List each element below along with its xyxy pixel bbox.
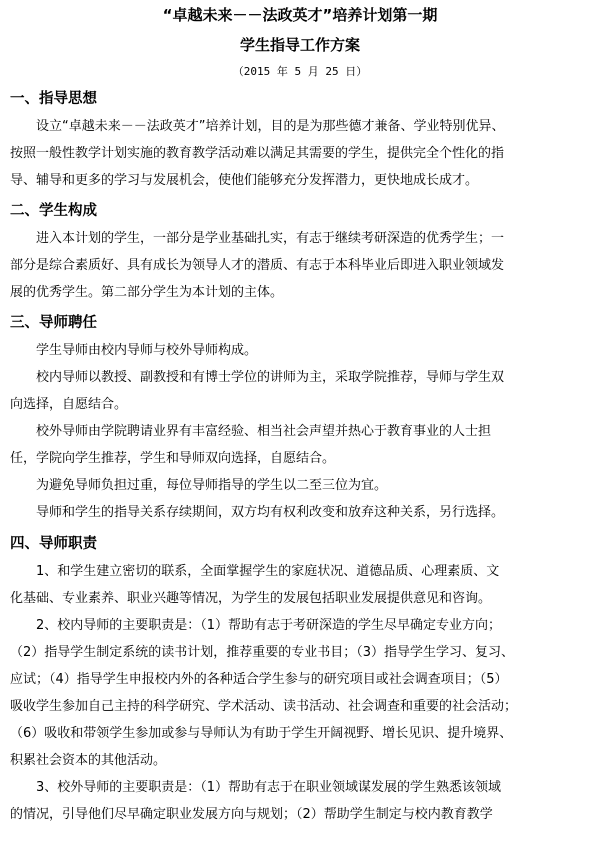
- document-subtitle: 学生指导工作方案: [239, 36, 360, 54]
- paragraph-line: 任，学院向学生推荐，学生和导师双向选择，自愿结合。: [10, 451, 336, 466]
- paragraph-line: 设立“卓越未来－－法政英才”培养计划，目的是为那些德才兼备、学业特别优异、: [36, 119, 505, 134]
- paragraph-line: 展的优秀学生。第二部分学生为本计划的主体。: [10, 285, 284, 300]
- paragraph-line: 导师和学生的指导关系存续期间，双方均有权利改变和放弃这种关系，另行选择。: [36, 505, 505, 520]
- section-heading-student-composition: 二、学生构成: [10, 203, 97, 219]
- paragraph-line: （2）指导学生制定系统的读书计划，推荐重要的专业书目；（3）指导学生学习、复习、: [10, 645, 515, 660]
- section-heading-mentor-appointment: 三、导师聘任: [10, 315, 97, 331]
- paragraph-line: 化基础、专业素养、职业兴趣等情况，为学生的发展包括职业发展提供意见和咨询。: [10, 591, 492, 606]
- section-body-mentor-duties: [10, 558, 592, 828]
- paragraph-line: 为避免导师负担过重，每位导师指导的学生以二至三位为宜。: [36, 478, 388, 493]
- paragraph-line: 2、校内导师的主要职责是：（1）帮助有志于考研深造的学生尽早确定专业方向；: [36, 618, 502, 633]
- paragraph-line: 按照一般性教学计划实施的教育教学活动难以满足其需要的学生，提供完全个性化的指: [10, 146, 505, 161]
- paragraph-line: 校外导师由学院聘请业界有丰富经验、相当社会声望并热心于教育事业的人士担: [36, 424, 492, 439]
- paragraph-line: 3、校外导师的主要职责是：（1）帮助有志于在职业领域谋发展的学生熟悉该领域: [36, 780, 502, 795]
- paragraph-line: 学生导师由校内导师与校外导师构成。: [36, 343, 258, 358]
- paragraph-line: 应试；（4）指导学生申报校内外的各种适合学生参与的研究项目或社会调查项目；（5）: [10, 672, 508, 687]
- paragraph-line: 1、和学生建立密切的联系，全面掌握学生的家庭状况、道德品质、心理素质、文: [36, 564, 500, 579]
- paragraph-line: 向选择，自愿结合。: [10, 397, 128, 412]
- paragraph-line: 吸收学生参加自己主持的科学研究、学术活动、读书活动、社会调查和重要的社会活动；: [10, 699, 518, 714]
- section-heading-guiding-thought: 一、指导思想: [10, 91, 97, 107]
- section-body-student-composition: [10, 225, 592, 306]
- paragraph-line: 校内导师以教授、副教授和有博士学位的讲师为主，采取学院推荐，导师与学生双: [36, 370, 505, 385]
- paragraph-line: 积累社会资本的其他活动。: [10, 753, 167, 768]
- section-body-mentor-appointment: [10, 337, 592, 526]
- document-date: （2015 年 5 月 25 日）: [232, 65, 368, 78]
- paragraph-line: （6）吸收和带领学生参加或参与导师认为有助于学生开阔视野、增长见识、提升境界、: [10, 726, 513, 741]
- paragraph-line: 进入本计划的学生，一部分是学业基础扎实，有志于继续考研深造的优秀学生；一: [36, 231, 505, 246]
- section-heading-mentor-duties: 四、导师职责: [10, 536, 97, 552]
- section-body-guiding-thought: [10, 113, 592, 194]
- paragraph-line: 的情况，引导他们尽早确定职业发展方向与规划；（2）帮助学生制定与校内教育教学: [10, 807, 493, 822]
- paragraph-line: 导、辅导和更多的学习与发展机会，使他们能够充分发挥潜力，更快地成长成才。: [10, 173, 479, 188]
- paragraph-line: 部分是综合素质好、具有成长为领导人才的潜质、有志于本科毕业后即进入职业领域发: [10, 258, 505, 273]
- document-title: “卓越未来－－法政英才”培养计划第一期: [162, 6, 438, 24]
